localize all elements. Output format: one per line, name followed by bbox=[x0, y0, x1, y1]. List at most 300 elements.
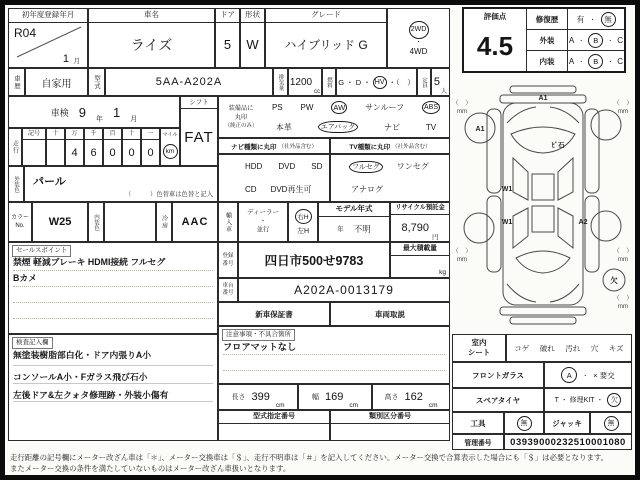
mileage-digit-cell bbox=[65, 128, 84, 166]
car-damage-diagram bbox=[450, 76, 635, 332]
car-name-cell bbox=[88, 8, 215, 68]
import-dot: ・ bbox=[259, 217, 267, 225]
lf-wheel-damage-mark: A1 bbox=[475, 126, 485, 133]
equipment-abs-circled: ABS bbox=[422, 101, 440, 114]
registration-month: 1 bbox=[62, 53, 69, 65]
inspection-wrap bbox=[9, 97, 179, 127]
mileage-col-100: 百 bbox=[104, 129, 121, 140]
seat-tear: 破れ bbox=[539, 343, 555, 353]
inspector-line1: 無塗装樹脂部白化・ドア内張りA小 bbox=[13, 348, 213, 366]
exterior-a: A bbox=[568, 35, 575, 45]
mileage-sign-cell bbox=[22, 128, 46, 166]
tv-header-cell bbox=[330, 138, 450, 154]
nav-header-wrap bbox=[219, 139, 329, 153]
doors-label: ドア bbox=[216, 9, 239, 23]
exterior-grade-row bbox=[527, 30, 624, 51]
sales-point-empty-line bbox=[13, 319, 213, 335]
ext-color-note: （ ）色替車は色替と記入 bbox=[124, 191, 213, 198]
exterior-grade-value bbox=[568, 30, 624, 50]
ac-label: 冷房 bbox=[160, 215, 167, 229]
tv-header: TV種類に丸印 bbox=[349, 143, 391, 151]
width-value: 169 bbox=[324, 391, 344, 403]
mileage-digit-cell bbox=[84, 128, 103, 166]
tire-blank-fl: （ ） bbox=[452, 100, 472, 107]
reg-no-value-cell bbox=[238, 242, 390, 278]
spare-tire-value bbox=[545, 389, 631, 411]
chassis-value: A202A-0013179 bbox=[294, 283, 394, 297]
seat-scratch: キズ bbox=[608, 343, 624, 353]
int-color-value-cell bbox=[104, 202, 156, 242]
inspection-label: 車検 bbox=[50, 107, 69, 118]
damage-marks bbox=[476, 95, 619, 285]
import-dealer: ディーラー bbox=[247, 208, 279, 216]
tire-blank-spare: （ ） bbox=[613, 295, 633, 302]
tire-mm-spare: mm bbox=[618, 304, 628, 310]
exterior-grade-label: 外装 bbox=[527, 30, 568, 50]
type-classification-value bbox=[331, 424, 449, 440]
model-code-label: 型式 bbox=[93, 74, 100, 90]
mileage-digit-cell bbox=[103, 128, 122, 166]
length-label: 長さ bbox=[231, 394, 246, 401]
footer-note bbox=[10, 452, 632, 476]
type-classification-cell bbox=[330, 410, 450, 441]
mileage-unit-cell bbox=[160, 128, 180, 166]
manual-label: 車両取説 bbox=[375, 309, 405, 319]
recycle-value: 8,790 bbox=[401, 221, 430, 234]
sales-point-empty-line bbox=[13, 287, 213, 303]
right-rear-damage-mark: A2 bbox=[578, 219, 588, 226]
score-value-cell bbox=[464, 9, 527, 71]
tools-label-cell bbox=[452, 412, 504, 434]
equipment-label-3: （純正のみ） bbox=[224, 123, 258, 130]
doors-cell bbox=[215, 8, 240, 68]
ac-value: AAC bbox=[181, 216, 209, 228]
tv-header-sub: （社外品含む） bbox=[392, 144, 431, 150]
model-year-label: モデル年式 bbox=[319, 203, 389, 217]
equipment-leather: 本革 bbox=[275, 122, 292, 132]
equipment-airbag-circled: エアバック bbox=[318, 121, 358, 133]
recycle-unit: 円 bbox=[432, 234, 439, 241]
nav-items-row1 bbox=[219, 155, 329, 178]
ext-color-label: 外装色 bbox=[13, 175, 19, 193]
length-wrap bbox=[219, 385, 297, 409]
displacement-value-wrap bbox=[289, 69, 321, 95]
import-label-cell bbox=[218, 202, 238, 242]
chassis-value-cell bbox=[238, 278, 450, 302]
equipment-pw: PW bbox=[300, 102, 314, 112]
shape-value: W bbox=[246, 37, 259, 53]
drive-2wd-circled: 2WD bbox=[409, 21, 429, 39]
model-year-value: 不明 bbox=[353, 223, 371, 234]
sales-point-line1: 禁煙 軽減ブレーキ HDMI接続 フルセグ bbox=[13, 255, 213, 271]
interior-dot2: ・ bbox=[607, 59, 614, 66]
history-label-cell bbox=[8, 68, 25, 96]
inspector-line3: 左後ドア&左クォタ修理跡・外装小傷有 bbox=[13, 384, 213, 402]
mgmt-no-label: 管理番号 bbox=[464, 440, 492, 447]
mileage-digit-cell bbox=[122, 128, 141, 166]
mileage-col-1k: 千 bbox=[85, 129, 102, 140]
length-cell bbox=[218, 384, 298, 410]
tv-items-cell bbox=[330, 154, 450, 202]
inspection-month: 1 bbox=[113, 104, 121, 120]
displacement-label: 排気量 bbox=[277, 73, 284, 91]
inspector-box bbox=[8, 334, 218, 441]
front-damage-mark: A1 bbox=[538, 95, 548, 102]
mileage-col-1: 一 bbox=[142, 129, 159, 140]
sales-point-lines bbox=[9, 255, 217, 335]
drive-cell bbox=[387, 8, 450, 68]
import-hand-cell bbox=[288, 202, 318, 242]
jack-none-circled: 無 bbox=[604, 416, 619, 431]
color-no-label-2: No. bbox=[15, 223, 25, 229]
mileage-km-circled: km bbox=[163, 144, 178, 159]
inspection-year: 9 bbox=[78, 104, 86, 120]
capacity-label-cell bbox=[417, 68, 431, 96]
import-hand-wrap bbox=[289, 203, 317, 241]
repair-no-circled: 無 bbox=[601, 12, 616, 27]
type-classification-label: 類別区分番号 bbox=[331, 411, 449, 424]
interior-grade-value bbox=[568, 51, 624, 71]
ext-color-value: パール bbox=[33, 176, 66, 188]
nav-dvd: DVD bbox=[278, 162, 296, 171]
first-registration-cell bbox=[8, 8, 88, 68]
inspection-year-unit: 年 bbox=[96, 116, 103, 123]
inspector-line2: コンソールA小・Fガラス飛び石小 bbox=[13, 366, 213, 384]
mileage-mile-label: マイル bbox=[162, 132, 178, 138]
inspector-lines bbox=[9, 348, 217, 402]
left-rear-damage-mark: W1 bbox=[501, 219, 513, 226]
spare-tire-label-cell bbox=[452, 388, 544, 412]
mgmt-no-value-cell bbox=[504, 434, 632, 450]
spare-tire-label: スペアタイヤ bbox=[475, 395, 521, 405]
sales-point-label: セールスポイント bbox=[12, 245, 71, 257]
drive-options bbox=[388, 9, 449, 67]
shape-label: 形状 bbox=[241, 9, 264, 23]
model-year-unit: 年 bbox=[337, 226, 344, 234]
fuel-label-cell bbox=[322, 68, 336, 96]
equipment-tv: TV bbox=[425, 122, 437, 132]
height-value: 162 bbox=[404, 391, 423, 403]
chassis-label-wrap bbox=[219, 279, 237, 301]
width-cell bbox=[298, 384, 372, 410]
tire-blank-rl: （ ） bbox=[452, 248, 472, 255]
exterior-dot2: ・ bbox=[607, 38, 614, 45]
length-value: 399 bbox=[251, 391, 270, 403]
repair-yes: 有 bbox=[576, 14, 585, 24]
shift-value: FAT bbox=[184, 128, 214, 146]
interior-dot1: ・ bbox=[578, 59, 585, 66]
nav-dvd-play: DVD再生可 bbox=[270, 185, 312, 194]
shift-cell bbox=[180, 96, 218, 166]
color-no-value-cell bbox=[32, 202, 88, 242]
tv-header-wrap bbox=[331, 139, 449, 153]
exterior-b-circled: B bbox=[588, 33, 603, 48]
seat-stain: 汚れ bbox=[565, 343, 581, 353]
tools-label: 工具 bbox=[470, 418, 486, 428]
ext-color-label-cell bbox=[8, 166, 24, 202]
import-label: 輸入車 bbox=[224, 211, 231, 233]
width-label: 幅 bbox=[311, 394, 319, 401]
chassis-label-2: 番号 bbox=[222, 290, 234, 296]
equipment-label-2: 丸印 bbox=[234, 113, 248, 121]
inspector-label: 検査記入欄 bbox=[12, 337, 53, 349]
equipment-ps: PS bbox=[271, 102, 283, 112]
mgmt-no-label-cell bbox=[452, 434, 504, 450]
caution-lines bbox=[219, 339, 449, 386]
tv-items-row2 bbox=[331, 178, 449, 201]
left-door-damage-mark: W1 bbox=[501, 186, 513, 193]
sales-point-line2: Bカメ bbox=[13, 271, 213, 287]
caution-line1: フロアマットなし bbox=[223, 339, 445, 355]
mgmt-no-value: 03939000232510001080 bbox=[510, 436, 626, 448]
equipment-cell bbox=[218, 96, 450, 138]
grade-label: グレード bbox=[266, 9, 386, 23]
import-dealer-wrap bbox=[239, 203, 287, 241]
seat-burn: コゲ bbox=[514, 343, 530, 353]
jack-label-cell bbox=[544, 412, 590, 434]
fuel-value-cell bbox=[336, 68, 417, 96]
mileage-unit-wrap bbox=[161, 138, 179, 165]
chassis-label-cell bbox=[218, 278, 238, 302]
fuel-pre: G ・ D ・ bbox=[338, 77, 371, 87]
seat-hole: 穴 bbox=[590, 343, 599, 353]
mileage-sign-value bbox=[23, 140, 45, 165]
ext-color-value-cell bbox=[24, 166, 218, 202]
equipment-aw-circled: AW bbox=[333, 102, 346, 112]
equipment-navi: ナビ bbox=[384, 122, 401, 132]
displacement-value-cell bbox=[288, 68, 322, 96]
mileage-digit-100k bbox=[47, 140, 64, 165]
width-unit: cm bbox=[349, 402, 359, 409]
jack-value-wrap bbox=[591, 413, 631, 433]
equipment-items-row2 bbox=[263, 121, 449, 133]
inspection-cell bbox=[8, 96, 180, 128]
reg-no-label-wrap bbox=[219, 243, 237, 277]
repair-history-value bbox=[568, 9, 624, 29]
recycle-label: リサイクル預託金 bbox=[391, 203, 449, 215]
color-no-value: W25 bbox=[48, 216, 72, 228]
footer-note-line2: またメーター交換の条件を満たしていないものはメーター改ざん車扱いとなります。 bbox=[10, 464, 291, 474]
drive-4wd: 4WD bbox=[409, 46, 428, 56]
nav-header-cell bbox=[218, 138, 330, 154]
windshield-value-cell bbox=[544, 362, 632, 388]
max-load-label: 最大積載量 bbox=[391, 243, 449, 256]
ac-label-cell bbox=[156, 202, 172, 242]
mileage-digit-1: 0 bbox=[147, 146, 154, 159]
windshield-stone-chip-mark: ﾋﾞ石 bbox=[551, 142, 565, 149]
seat-label-wrap bbox=[453, 335, 505, 361]
registration-month-unit: 月 bbox=[73, 58, 80, 65]
recycle-wrap bbox=[391, 215, 449, 241]
history-label: 車歴 bbox=[13, 74, 20, 90]
type-designation-label: 型式指定番号 bbox=[219, 411, 329, 424]
max-load-unit: kg bbox=[439, 269, 446, 276]
displacement-unit: cc bbox=[314, 89, 321, 95]
inspection-month-unit: 月 bbox=[130, 116, 138, 123]
displacement-label-cell bbox=[273, 68, 288, 96]
length-unit: cm bbox=[275, 402, 285, 409]
score-label: 評価点 bbox=[483, 12, 507, 21]
warranty-label: 新車保証書 bbox=[255, 309, 293, 319]
tv-analog: アナログ bbox=[351, 185, 383, 194]
spare-options: T ・ 修理KIT ・ bbox=[554, 397, 604, 404]
model-code-value-cell bbox=[105, 68, 273, 96]
caution-empty-line bbox=[223, 355, 445, 371]
import-parallel: 並行 bbox=[256, 226, 270, 234]
nav-sd: SD bbox=[311, 162, 323, 171]
capacity-unit: 人 bbox=[441, 89, 448, 95]
int-color-label: 内装色 bbox=[93, 213, 99, 231]
reg-no-label-cell bbox=[218, 242, 238, 278]
int-color-value bbox=[105, 203, 155, 241]
jack-value-cell bbox=[590, 412, 632, 434]
score-box bbox=[462, 7, 626, 73]
height-wrap bbox=[373, 385, 449, 409]
tire-mm-fr: mm bbox=[618, 109, 628, 115]
seat-items-cell bbox=[506, 334, 632, 362]
repair-history-row bbox=[527, 9, 624, 30]
exterior-c: C bbox=[617, 35, 624, 45]
windshield-dot: ・ bbox=[582, 373, 589, 380]
tire-blank-fr: （ ） bbox=[613, 100, 633, 107]
max-load-cell bbox=[390, 242, 450, 278]
mileage-digit-1k: 6 bbox=[90, 146, 97, 159]
capacity-value: 5 bbox=[433, 76, 441, 88]
nav-items-cell bbox=[218, 154, 330, 202]
doors-value: 5 bbox=[223, 37, 232, 53]
type-designation-cell bbox=[218, 410, 330, 441]
first-registration-value bbox=[9, 23, 87, 68]
exterior-dot1: ・ bbox=[578, 38, 585, 45]
type-designation-value bbox=[219, 424, 329, 440]
manual-cell bbox=[330, 302, 450, 326]
chassis-label-1: 車台 bbox=[222, 282, 234, 289]
seat-items bbox=[507, 335, 631, 361]
equipment-items bbox=[263, 97, 449, 137]
grade-value: ハイブリッド G bbox=[284, 38, 368, 53]
capacity-value-cell bbox=[431, 68, 450, 96]
seat-label-cell bbox=[452, 334, 506, 362]
repair-history-label: 修復歴 bbox=[527, 9, 568, 29]
spare-tire-value-cell bbox=[544, 388, 632, 412]
equipment-label-block bbox=[219, 97, 263, 137]
mileage-label-cell bbox=[8, 128, 22, 166]
reg-no-label-1: 登録 bbox=[222, 252, 234, 259]
mileage-col-10k: 万 bbox=[66, 129, 83, 140]
width-wrap bbox=[299, 385, 371, 409]
displacement-value: 1200 bbox=[289, 76, 313, 88]
reg-no-label-2: 番号 bbox=[222, 261, 234, 267]
windshield-value bbox=[545, 363, 631, 387]
spare-missing-mark: 欠 bbox=[610, 276, 618, 285]
history-value-cell bbox=[25, 68, 88, 96]
recycle-cell bbox=[390, 202, 450, 242]
mileage-sign-label: 記号 bbox=[23, 129, 45, 140]
interior-c: C bbox=[617, 56, 624, 66]
tire-blank-rr: （ ） bbox=[613, 248, 633, 255]
registration-era: R04 bbox=[14, 25, 37, 40]
fuel-hv-circled: HV bbox=[373, 76, 387, 89]
seat-label-1: 室内 bbox=[471, 337, 487, 347]
interior-b-circled: B bbox=[588, 54, 603, 69]
seat-label-2: シート bbox=[467, 348, 491, 357]
mileage-digit-cell bbox=[141, 128, 160, 166]
tools-none-circled: 無 bbox=[517, 416, 532, 431]
tv-items-row1 bbox=[331, 155, 449, 178]
first-registration-label: 初年度登録年月 bbox=[9, 9, 87, 23]
model-code-label-cell bbox=[88, 68, 105, 96]
equipment-sunroof: サンルーフ bbox=[365, 102, 405, 112]
windshield-replace: × 要交 bbox=[593, 370, 615, 380]
drive-separator: ・ bbox=[415, 39, 422, 46]
model-code-value: 5AA-A202A bbox=[155, 76, 223, 88]
color-no-label-1: カラー bbox=[10, 214, 29, 221]
caution-label: 注意事項・不具合箇所 bbox=[222, 329, 295, 341]
tv-fullseg-circled: フルセグ bbox=[349, 161, 383, 173]
equipment-items-row1 bbox=[263, 101, 449, 114]
tire-mm-fl: mm bbox=[457, 109, 467, 115]
int-color-label-cell bbox=[88, 202, 104, 242]
import-dealer-cell bbox=[238, 202, 288, 242]
nav-cd: CD bbox=[245, 185, 257, 194]
tire-mm-rl: mm bbox=[457, 257, 467, 263]
tools-value-wrap bbox=[505, 413, 543, 433]
tools-value-cell bbox=[504, 412, 544, 434]
interior-a: A bbox=[568, 56, 575, 66]
mileage-digit-cell bbox=[46, 128, 65, 166]
car-name-label: 車名 bbox=[89, 9, 214, 23]
nav-header: ナビ種類に丸印 bbox=[230, 143, 277, 151]
windshield-label-cell bbox=[452, 362, 544, 388]
history-value: 自家用 bbox=[41, 78, 72, 90]
ac-value-cell bbox=[172, 202, 218, 242]
mileage-col-10: 十 bbox=[123, 129, 140, 140]
repair-dot: ・ bbox=[589, 17, 596, 24]
footer-note-line1: 走行距離の記号欄にメーター改ざん車は「＊」、メーター交換車は「＄」、走行不明車は「＃」を記入してください。メーター交換で合算表示した場合にも「＄」は必要となります。 bbox=[10, 453, 609, 462]
import-rh-circled: 右H bbox=[295, 209, 312, 224]
shift-label: シフト bbox=[181, 97, 217, 109]
reg-no-value: 四日市500せ9783 bbox=[264, 254, 364, 268]
warranty-cell bbox=[218, 302, 330, 326]
mileage-label: 走行 bbox=[11, 140, 18, 154]
model-year-cell bbox=[318, 202, 390, 242]
interior-grade-row bbox=[527, 51, 624, 71]
fuel-label: 燃料 bbox=[326, 76, 332, 88]
car-name-value: ライズ bbox=[130, 36, 173, 53]
jack-label: ジャッキ bbox=[552, 418, 582, 428]
nav-hdd: HDD bbox=[245, 162, 263, 171]
mileage-digit-10: 0 bbox=[128, 146, 135, 159]
car-outline bbox=[464, 86, 625, 324]
model-year-wrap bbox=[319, 217, 389, 242]
score-value: 4.5 bbox=[476, 31, 514, 61]
import-lh: 左H bbox=[296, 227, 310, 235]
height-unit: cm bbox=[428, 402, 438, 409]
height-cell bbox=[372, 384, 450, 410]
fuel-options bbox=[337, 69, 416, 95]
windshield-label: フロントガラス bbox=[471, 370, 525, 380]
windshield-a-circled: A bbox=[561, 367, 577, 383]
caution-box bbox=[218, 326, 450, 384]
equipment-label-1: 装備品に bbox=[228, 104, 254, 112]
mileage-digit-10k: 4 bbox=[71, 146, 78, 159]
capacity-label: 定員 bbox=[421, 76, 427, 88]
interior-grade-label: 内装 bbox=[527, 51, 568, 71]
capacity-wrap bbox=[432, 69, 449, 95]
score-grades bbox=[527, 9, 624, 71]
spare-missing-circled: 欠 bbox=[607, 393, 621, 407]
mileage-col-100k: 十 bbox=[47, 129, 64, 140]
